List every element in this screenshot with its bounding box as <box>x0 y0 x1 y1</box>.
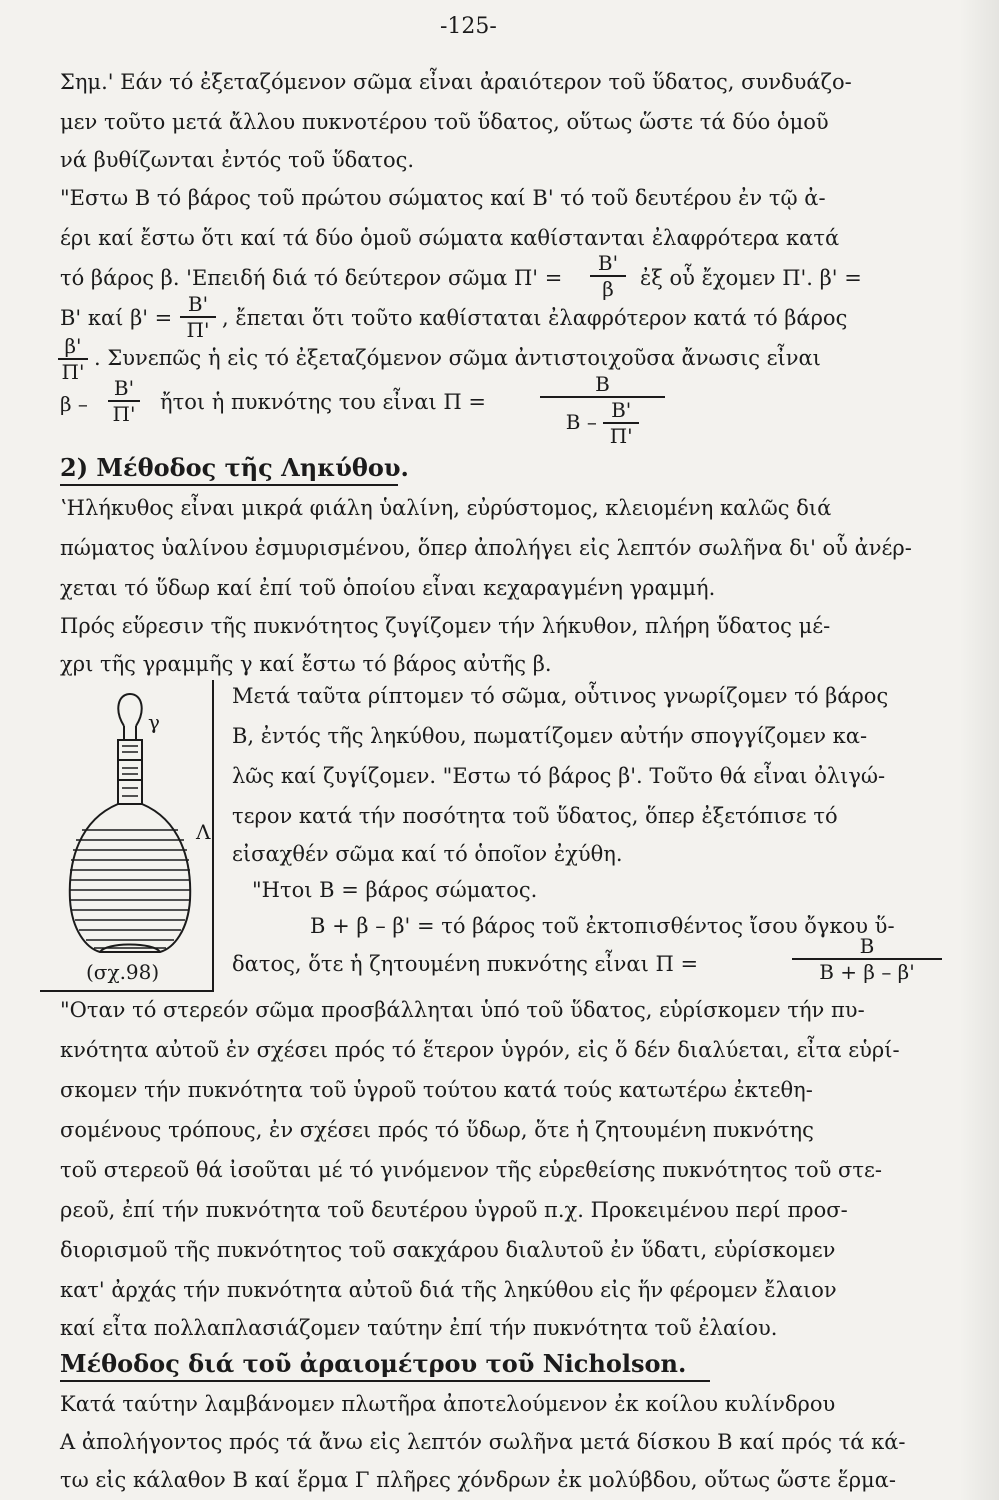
text-line: έρι καί ἔστω ὅτι καί τά δύο ὁμοῦ σώματα καθίστανται ἐλαφρότερα κατά <box>60 226 840 250</box>
text-line: . Συνεπῶς ἡ εἰς τό ἐξεταζόμενον σῶμα ἀντιστοιχοῦσα ἄνωσις εἶναι <box>94 346 821 370</box>
text-line: χεται τό ὕδωρ καί ἐπί τοῦ ὁποίου εἶναι κεχαραγμένη γραμμή. <box>60 576 716 600</box>
text-line: μεν τοῦτο μετά ἄλλου πυκνοτέρου τοῦ ὕδατος, οὕτως ὥστε τά δύο ὁμοῦ <box>60 110 829 134</box>
fraction-b-prime-over-pi-prime-2: Β' Π' <box>108 378 140 424</box>
text-line: τερον κατά τήν ποσότητα τοῦ ὕδατος, ὅπερ ἐξετόπισε τό <box>232 804 838 828</box>
text-line: Α ἀπολήγοντος πρός τά ἄνω εἰς λεπτόν σωλῆνα μετά δίσκου Β καί πρός τά κά- <box>60 1430 906 1454</box>
text-line: τοῦ στερεοῦ θά ἰσοῦται μέ τό γινόμενον τῆς εὑρεθείσης πυκνότητος τοῦ στε- <box>60 1158 882 1182</box>
text-line: σκομεν τήν πυκνότητα τοῦ ὑγροῦ τούτου κατά τούς κατωτέρω ἐκτεθη- <box>60 1078 813 1102</box>
fraction-density-lekythos: Β Β + β – β' <box>792 936 942 982</box>
section-heading-nicholson: Μέθοδος διά τοῦ ἀραιομέτρου τοῦ Nicholson. <box>60 1349 687 1378</box>
text-line: χρι τῆς γραμμῆς γ καί ἔστω τό βάρος αὐτῆς β. <box>60 652 552 676</box>
figure-label-lambda: Λ <box>196 820 211 844</box>
text-line: , ἔπεται ὅτι τοῦτο καθίσταται ἐλαφρότερον κατά τό βάρος <box>222 306 848 330</box>
text-line: "Οταν τό στερεόν σῶμα προσβάλληται ὑπό τοῦ ὕδατος, εὑρίσκομεν τήν πυ- <box>60 998 865 1022</box>
fraction-beta-prime-over-pi-prime: β' Π' <box>58 336 88 382</box>
text-line: κνότητα αὐτοῦ ἐν σχέσει πρός τό ἕτερον ὑγρόν, εἰς ὅ δέν διαλύεται, εἶτα εὑρί- <box>60 1038 900 1062</box>
text-line: διορισμοῦ τῆς πυκνότητος τοῦ σακχάρου διαλυτοῦ ἐν ὕδατι, εὑρίσκομεν <box>60 1238 836 1262</box>
fraction-b-prime-over-pi-prime: Β' Π' <box>180 294 216 340</box>
page-number: -125- <box>440 14 497 39</box>
text-line: κατ' ἀρχάς τήν πυκνότητα αὐτοῦ διά τῆς ληκύθου εἰς ἥν φέρομεν ἔλαιον <box>60 1278 837 1302</box>
text-line: Σημ.' Εάν τό ἐξεταζόμενον σῶμα εἶναι ἀραιότερον τοῦ ὕδατος, συνδυάζο- <box>60 70 852 94</box>
text-line: ρεοῦ, ἐπί τήν πυκνότητα τοῦ δευτέρου ὑγροῦ π.χ. Προκειμένου περί προσ- <box>60 1198 848 1222</box>
lekythos-flask-drawing <box>40 680 212 990</box>
text-line: ἤτοι ἡ πυκνότης του εἶναι Π = <box>160 390 487 414</box>
text-line: πώματος ὑαλίνου ἐσμυρισμένου, ὅπερ ἀπολήγει εἰς λεπτόν σωλῆνα δι' οὗ ἀνέρ- <box>60 536 912 560</box>
text-line: Β + β – β' = τό βάρος τοῦ ἐκτοπισθέντος ἴσου ὄγκου ὕ- <box>310 914 895 938</box>
text-line: Κατά ταύτην λαμβάνομεν πλωτῆρα ἀποτελούμενον ἐκ κοίλου κυλίνδρου <box>60 1392 836 1416</box>
heading-underline <box>60 484 398 486</box>
heading-underline <box>60 1380 710 1382</box>
text-line: λῶς καί ζυγίζομεν. "Εστω τό βάρος β'. Τοῦτο θά εἶναι ὀλιγώ- <box>232 764 886 788</box>
figure-lekythos <box>40 680 214 992</box>
text-line: Β' καί β' = <box>60 306 173 330</box>
figure-label-gamma: γ <box>148 710 160 734</box>
text-line: Μετά ταῦτα ρίπτομεν τό σῶμα, οὗτινος γνωρίζομεν τό βάρος <box>232 684 889 708</box>
text-line: σομένους τρόπους, ἐν σχέσει πρός τό ὕδωρ, ὅτε ἡ ζητουμένη πυκνότης <box>60 1118 814 1142</box>
text-line: εἰσαχθέν σῶμα καί τό ὁποῖον ἐχύθη. <box>232 842 623 866</box>
text-line: δατος, ὅτε ἡ ζητουμένη πυκνότης εἶναι Π = <box>232 952 699 976</box>
density-formula-fraction: Β Β – $\frac{B'}{\Pi'}$ <box>540 374 665 444</box>
text-line: Β, ἐντός τῆς ληκύθου, πωματίζομεν αὐτήν σπογγίζομεν κα- <box>232 724 868 748</box>
text-line: ʽΗλήκυθος εἶναι μικρά φιάλη ὑαλίνη, εὐρύστομος, κλειομένη καλῶς διά <box>60 496 832 520</box>
text-line: τω εἰς κάλαθον Β καί ἕρμα Γ πλῆρες χόνδρων ἐκ μολύβδου, οὕτως ὥστε ἕρμα- <box>60 1468 896 1492</box>
text-line: καί εἶτα πολλαπλασιάζομεν ταύτην ἐπί τήν πυκνότητα τοῦ ἐλαίου. <box>60 1316 778 1340</box>
section-heading-lekythos: 2) Μέθοδος τῆς Ληκύθου. <box>60 453 409 482</box>
text-line: "Εστω Β τό βάρος τοῦ πρώτου σώματος καί Β' τό τοῦ δευτέρου ἐν τῷ ἀ- <box>60 186 826 210</box>
fraction-b-prime-over-b: Β' β <box>590 253 626 299</box>
text-line: ἐξ οὗ ἔχομεν Π'. β' = <box>640 266 862 290</box>
text-line: τό βάρος β. 'Επειδή διά τό δεύτερον σῶμα Π' = <box>60 266 563 290</box>
text-line: Πρός εὕρεσιν τῆς πυκνότητος ζυγίζομεν τήν λήκυθον, πλήρη ὕδατος μέ- <box>60 614 831 638</box>
figure-caption: (σχ.98) <box>86 960 160 984</box>
formula-prefix: β – <box>60 392 88 416</box>
text-line: νά βυθίζωνται ἐντός τοῦ ὕδατος. <box>60 148 415 172</box>
text-line: "Ητοι Β = βάρος σώματος. <box>252 878 538 902</box>
page-edge-shadow <box>959 0 999 1500</box>
